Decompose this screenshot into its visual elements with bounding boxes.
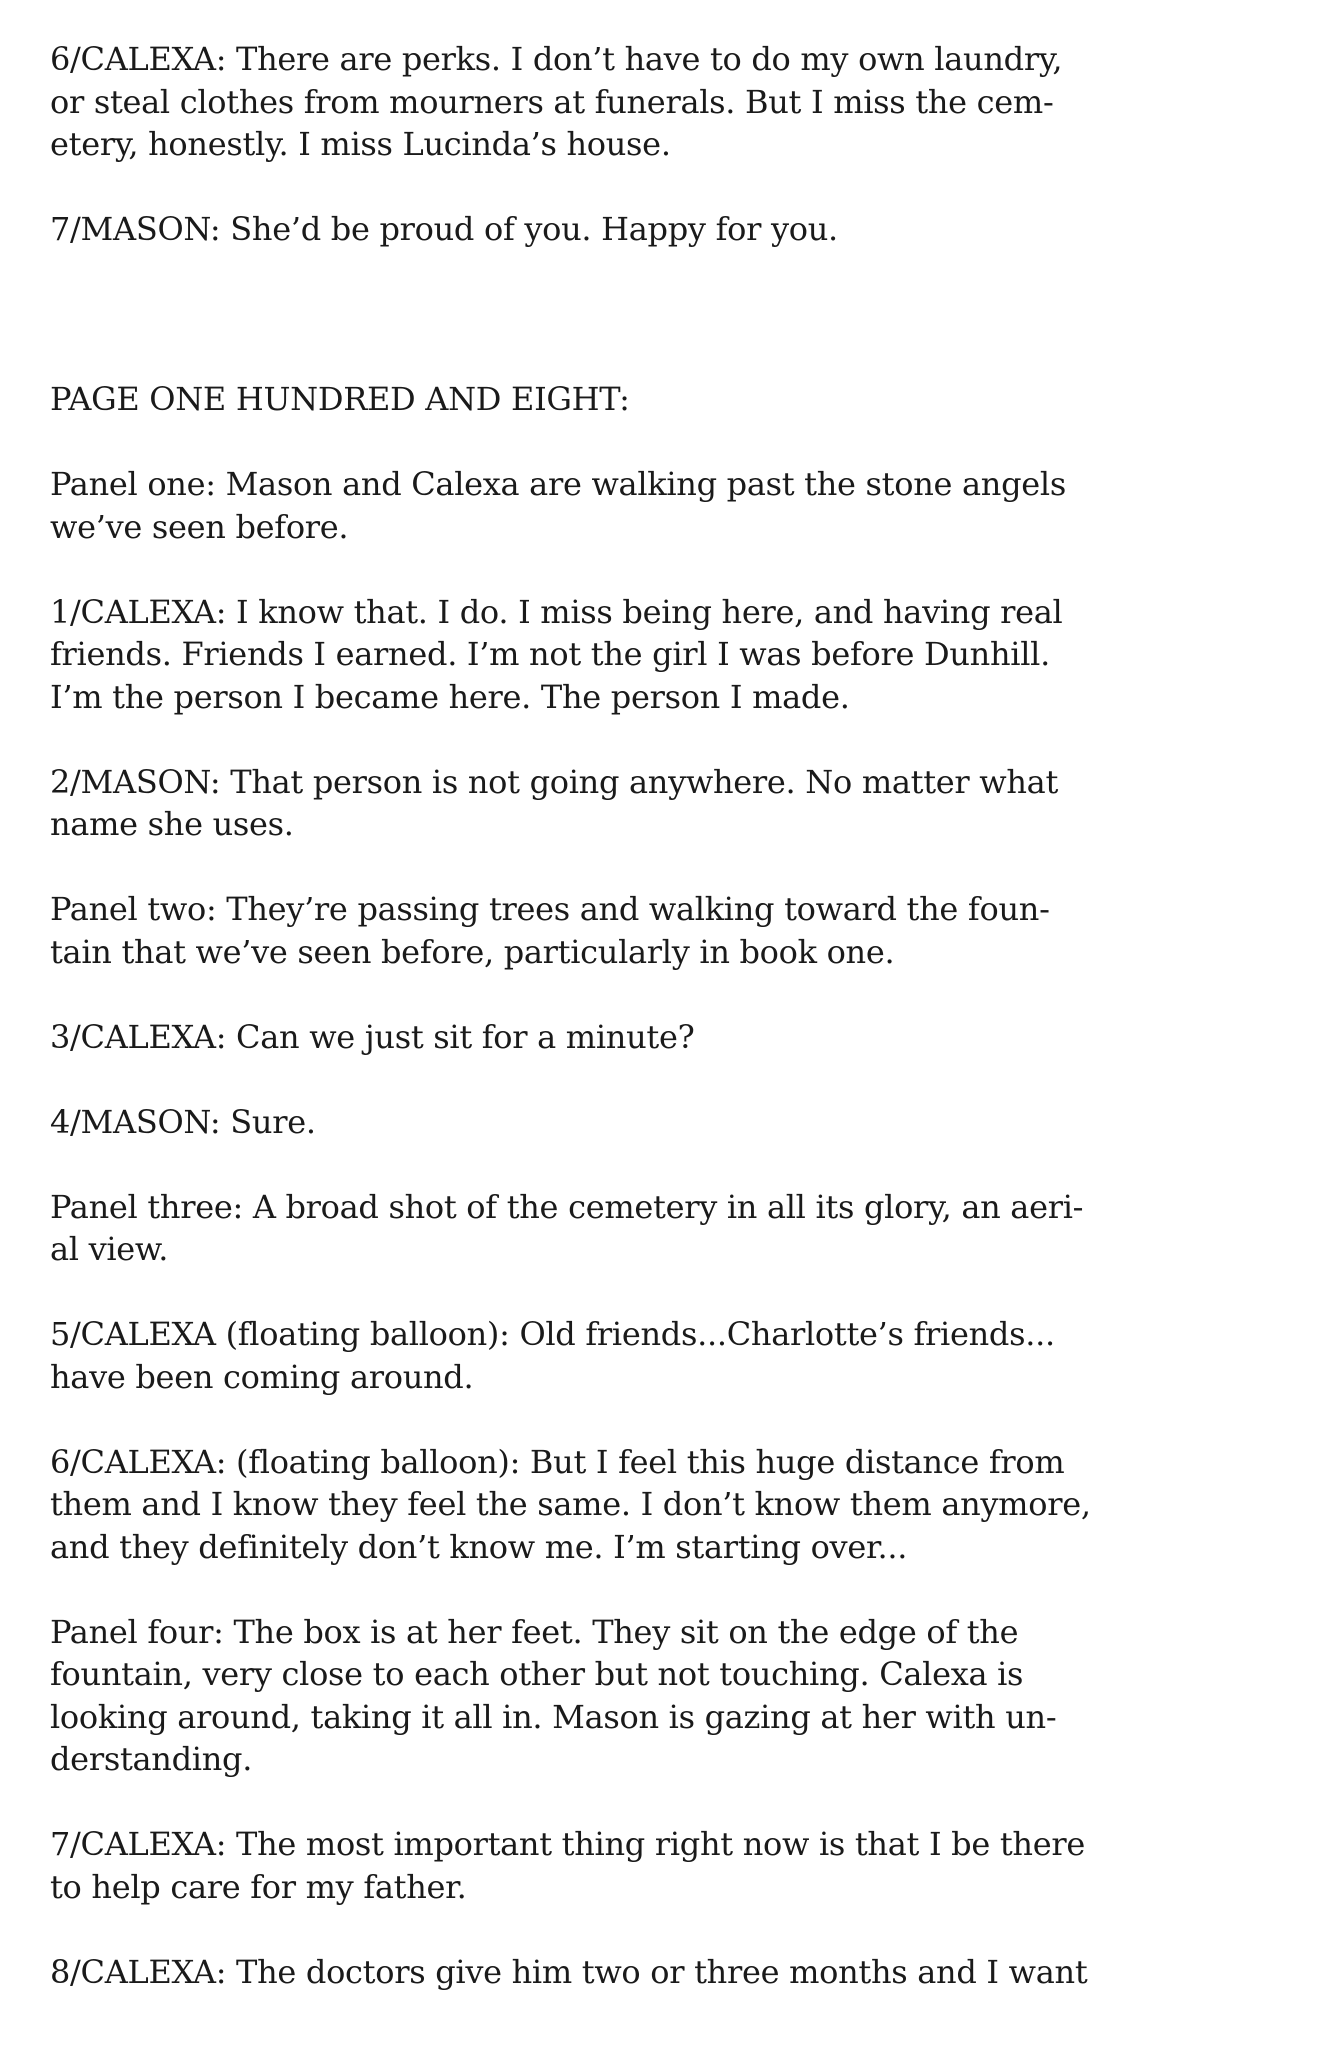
text-line: derstanding. [50,1740,253,1778]
dialogue-mason-2 [50,761,1180,846]
text-line: 8/CALEXA: The doctors give him two or three months and I want [50,1952,1088,1991]
text-line: have been coming around. [50,1357,474,1396]
text-line: al view. [50,1230,169,1268]
text-line: looking around, taking it all in. Mason is gazing at her with un- [50,1697,1057,1736]
text-line: to help care for my father. [50,1867,467,1906]
text-line: Panel three: A broad shot of the cemetery in all its glory, an aeri- [50,1187,1084,1226]
text-line: 3/CALEXA: Can we just sit for a minute? [50,1017,695,1056]
script-page [50,38,1180,2036]
text-line: 6/CALEXA: (floating balloon): But I feel this huge distance from [50,1442,1065,1481]
panel-four-description [50,1611,1180,1781]
text-line: 1/CALEXA: I know that. I do. I miss being here, and having real [50,592,1063,631]
text-line: I’m the person I became here. The person I made. [50,677,850,716]
section-gap [50,293,1180,378]
dialogue-calexa-6 [50,1441,1180,1569]
text-line: 5/CALEXA (floating balloon): Old friends...Charlotte’s friends... [50,1315,1055,1353]
dialogue-calexa-5 [50,1313,1180,1398]
panel-one-description [50,463,1180,548]
dialogue-calexa-6-prev [50,38,1180,166]
text-line: 2/MASON: That person is not going anywhere. No matter what [50,762,1059,801]
page-heading [50,378,1180,421]
text-line: Panel two: They’re passing trees and walking toward the foun- [50,890,1050,928]
text-line: or steal clothes from mourners at funerals. But I miss the cem- [50,82,1054,121]
text-line: friends. Friends I earned. I’m not the girl I was before Dunhill. [50,635,1050,673]
dialogue-calexa-3 [50,1016,1180,1059]
text-line: PAGE ONE HUNDRED AND EIGHT: [50,380,630,418]
panel-three-description [50,1186,1180,1271]
text-line: 7/MASON: She’d be proud of you. Happy for you. [50,210,838,248]
text-line: and they definitely don’t know me. I’m starting over... [50,1527,908,1566]
panel-two-description [50,888,1180,973]
text-line: 7/CALEXA: The most important thing right now is that I be there [50,1825,1085,1863]
text-line: Panel one: Mason and Calexa are walking past the stone angels [50,465,1066,503]
text-line: Panel four: The box is at her feet. They sit on the edge of the [50,1612,1019,1651]
dialogue-mason-7-prev [50,208,1180,251]
text-line: 4/MASON: Sure. [50,1102,316,1141]
text-line: 6/CALEXA: There are perks. I don’t have to do my own laundry, [50,40,1063,78]
dialogue-calexa-7 [50,1823,1180,1908]
text-line: we’ve seen before. [50,507,349,546]
text-line: them and I know they feel the same. I don’t know them anymore, [50,1485,1091,1523]
dialogue-mason-4 [50,1101,1180,1144]
text-line: name she uses. [50,805,294,843]
text-line: fountain, very close to each other but not touching. Calexa is [50,1655,1024,1693]
text-line: etery, honestly. I miss Lucinda’s house. [50,125,671,163]
dialogue-calexa-8 [50,1951,1180,1994]
text-line: tain that we’ve seen before, particularly in book one. [50,932,895,971]
dialogue-calexa-1 [50,591,1180,719]
